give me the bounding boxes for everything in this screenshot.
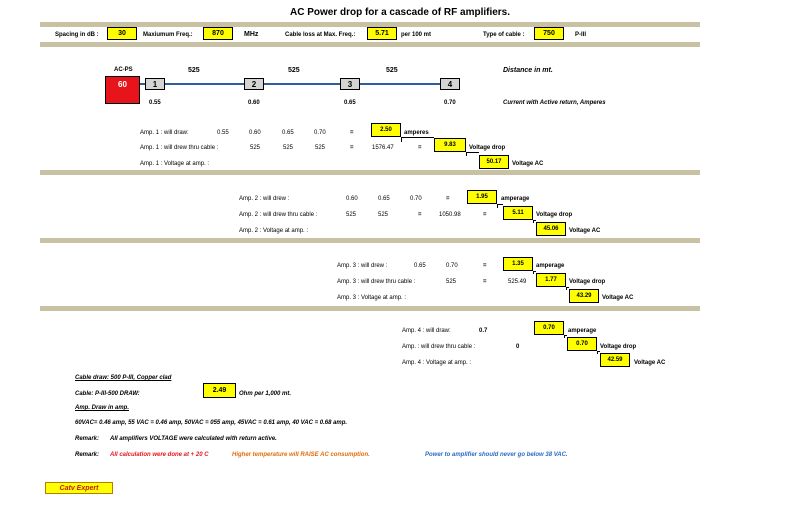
amp1-volt-label: Amp. 1 : Voltage at amp. : — [140, 161, 210, 167]
amp3-draw-unit: amperage — [536, 263, 565, 269]
amp-draw-title: Amp. Draw in amp. — [75, 405, 130, 411]
amp3-volt-value: 43.29 — [569, 289, 599, 303]
amp2-draw-val-3: 0.70 — [410, 196, 422, 202]
cable-loss-input[interactable]: 5.71 — [367, 27, 397, 40]
amp2-cable-eq: = — [418, 212, 422, 218]
amp1-draw-eq: = — [350, 130, 354, 136]
band-header-bottom — [40, 42, 700, 47]
amp1-draw-val-3: 0.65 — [282, 130, 294, 136]
amp4-draw-label: Amp. 4 : will draw: — [402, 328, 451, 334]
amp3-cable-label: Amp. 3 : will drew thru cable : — [337, 279, 416, 285]
remark2-red: All calculation were done at + 20 C — [110, 452, 209, 458]
spacing-label: Spacing in dB : — [55, 32, 99, 38]
distance-1: 525 — [188, 67, 200, 74]
page-title: AC Power drop for a cascade of RF amplifiers. — [289, 7, 511, 18]
spacing-input[interactable]: 30 — [107, 27, 137, 40]
amp2-draw-unit: amperage — [501, 196, 530, 202]
cable-type-input[interactable]: 750 — [534, 27, 564, 40]
amp1-draw-val-1: 0.55 — [217, 130, 229, 136]
catv-expert-logo: Catv Expert — [45, 482, 113, 494]
freq-unit: MHz — [244, 31, 259, 38]
amp1-cable-label: Amp. 1 : will drew thru cable : — [140, 145, 219, 151]
amp4-volt-unit: Voltage AC — [634, 360, 666, 366]
amp3-draw-total: 1.35 — [503, 257, 533, 271]
cable-draw-label: Cable: P-III-500 DRAW: — [75, 391, 140, 397]
amp3-cable-eq: = — [483, 279, 487, 285]
amp1-draw-total: 2.50 — [371, 123, 401, 137]
current-1: 0.55 — [149, 100, 161, 106]
amp4-volt-value: 42.59 — [600, 353, 630, 367]
amp2-drop-unit: Voltage drop — [536, 212, 573, 218]
amp3-draw-label: Amp. 3 : will drew : — [337, 263, 388, 269]
freq-label: Maxiumum Freq.: — [143, 32, 193, 38]
amp2-cable-label: Amp. 2 : will drew thru cable : — [239, 212, 318, 218]
amp2-cable-eq2: = — [483, 212, 487, 218]
amp3-draw-eq: = — [483, 263, 487, 269]
remark1-label: Remark: — [75, 436, 100, 442]
amp3-cable-val-1: 525 — [446, 279, 457, 285]
amp-box-3[interactable]: 3 — [340, 78, 360, 90]
amp1-draw-unit: amperes — [404, 130, 429, 136]
amp2-cable-result: 1050.98 — [439, 212, 461, 218]
amp4-drop-value: 0.70 — [567, 337, 597, 351]
amp-box-2[interactable]: 2 — [244, 78, 264, 90]
amp1-cable-eq2: = — [418, 145, 422, 151]
amp1-step-connector — [401, 137, 434, 142]
amp3-volt-label: Amp. 3 : Voltage at amp. : — [337, 295, 407, 301]
distance-2: 525 — [288, 67, 300, 74]
ps-label: AC-PS — [114, 67, 133, 73]
amp4-draw-total: 0.70 — [534, 321, 564, 335]
amp1-cable-val-3: 525 — [315, 145, 326, 151]
amp2-draw-eq: = — [446, 196, 450, 202]
amp4-volt-label: Amp. 4 : Voltage at amp. : — [402, 360, 472, 366]
current-note: Current with Active return, Amperes — [503, 100, 606, 106]
freq-input[interactable]: 870 — [203, 27, 233, 40]
amp3-draw-val-1: 0.65 — [414, 263, 426, 269]
amp3-drop-value: 1.77 — [536, 273, 566, 287]
cable-draw-note: Cable draw: 500 P-III, Copper clad — [75, 375, 172, 381]
remark2-orange: Higher temperature will RAISE AC consumption. — [232, 452, 370, 458]
amp3-cable-result: 525.49 — [508, 279, 527, 285]
amp4-draw-val: 0.7 — [479, 328, 488, 334]
amp4-draw-unit: amperage — [568, 328, 597, 334]
amp1-cable-val-1: 525 — [250, 145, 261, 151]
cable-line — [140, 83, 455, 85]
current-2: 0.60 — [248, 100, 260, 106]
amp2-drop-value: 5.11 — [503, 206, 533, 220]
amp4-cable-label: Amp. : will drew thru cable : — [402, 344, 476, 350]
amp3-volt-unit: Voltage AC — [602, 295, 634, 301]
cable-ohm-unit: Ohm per 1,000 mt. — [239, 391, 292, 397]
remark2-label: Remark: — [75, 452, 100, 458]
current-4: 0.70 — [444, 100, 456, 106]
cable-loss-unit: per 100 mt — [401, 32, 432, 38]
amp-box-1[interactable]: 1 — [145, 78, 165, 90]
amp1-draw-val-2: 0.60 — [249, 130, 261, 136]
ps-value: 60 — [118, 80, 127, 89]
amp1-cable-val-2: 525 — [283, 145, 294, 151]
amp2-volt-value: 45.06 — [536, 222, 566, 236]
amp1-drop-value: 9.83 — [434, 138, 466, 152]
amp2-volt-label: Amp. 2 : Voltage at amp. : — [239, 228, 309, 234]
amp2-draw-val-1: 0.60 — [346, 196, 358, 202]
amp1-draw-label: Amp. 1 : will draw: — [140, 130, 189, 136]
amp-box-4[interactable]: 4 — [440, 78, 460, 90]
amp1-draw-val-4: 0.70 — [314, 130, 326, 136]
amp3-draw-val-2: 0.70 — [446, 263, 458, 269]
amp1-drop-unit: Voltage drop — [469, 145, 506, 151]
cable-loss-label: Cable loss at Max. Freq.: — [285, 32, 356, 38]
current-3: 0.65 — [344, 100, 356, 106]
band-amp3 — [40, 306, 700, 311]
amp2-draw-val-2: 0.65 — [378, 196, 390, 202]
amp3-drop-unit: Voltage drop — [569, 279, 606, 285]
amp2-volt-unit: Voltage AC — [569, 228, 601, 234]
remark2-blue: Power to amplifier should never go below 38 VAC. — [425, 452, 568, 458]
band-amp1 — [40, 170, 700, 175]
amp2-cable-val-2: 525 — [378, 212, 389, 218]
amp4-cable-val: 0 — [516, 344, 520, 350]
cable-type-name: P-III — [575, 32, 587, 38]
band-amp2 — [40, 238, 700, 243]
amp2-draw-label: Amp. 2 : will drew : — [239, 196, 290, 202]
amp-draw-values: 60VAC= 0.46 amp, 55 VAC = 0.46 amp, 50VAC = 055 amp, 45VAC = 0.61 amp, 40 VAC = 0.68 amp. — [75, 420, 348, 426]
distance-3: 525 — [386, 67, 398, 74]
amp2-draw-total: 1.95 — [467, 190, 497, 204]
amp4-drop-unit: Voltage drop — [600, 344, 637, 350]
cable-ohm-value: 2.49 — [203, 383, 236, 398]
amp1-volt-connector — [466, 152, 479, 156]
amp1-cable-eq: = — [350, 145, 354, 151]
remark1-text: All amplifiers VOLTAGE were calculated with return active. — [110, 436, 277, 442]
amp2-cable-val-1: 525 — [346, 212, 357, 218]
amp1-cable-result: 1576.47 — [372, 145, 394, 151]
cable-type-label: Type of cable : — [483, 32, 525, 38]
amp1-volt-unit: Voltage AC — [512, 161, 544, 167]
distance-note: Distance in mt. — [503, 67, 553, 74]
amp1-volt-value: 50.17 — [479, 155, 509, 169]
